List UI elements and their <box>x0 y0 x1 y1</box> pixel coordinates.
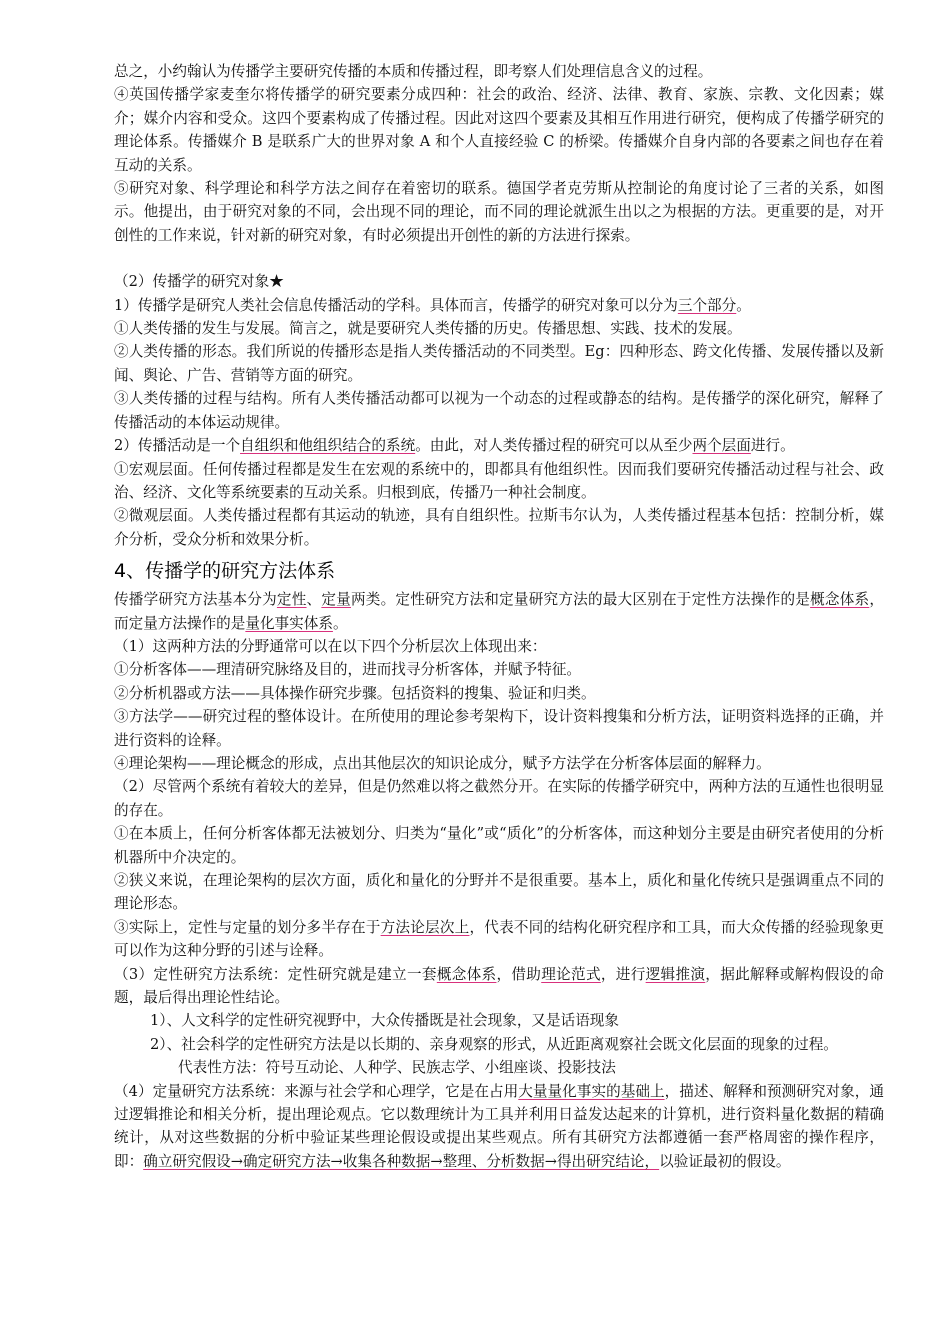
text: 。 <box>736 296 751 314</box>
methods-level-paragraph <box>114 916 884 963</box>
methods-paragraph: ③方法学——研究过程的整体设计。在所使用的理论参考架构下，设计资料搜集和分析方法，证明资料选择的正确，并进行资料的诠释。 <box>114 708 884 749</box>
sub-item: ①宏观层面。任何传播过程都是发生在宏观的系统中的，即都具有他组织性。因而我们要研究传播活动过程与社会、政治、经济、文化等系统要素的互动关系。归根到底，传播乃一种社会制度。 <box>114 460 884 501</box>
underlined-text: 大量量化事实的基础上 <box>518 1082 665 1100</box>
methods-paragraph: ①在本质上，任何分析客体都无法被划分、归类为“量化”或“质化”的分析客体，而这种划分主要是由研究者使用的分析机器所中介决定的。 <box>114 825 884 866</box>
text: ，借助 <box>496 965 542 983</box>
underlined-text: 确立研究假设→确定研究方法→收集各种数据→整理、分析数据→得出研究结论， <box>143 1152 660 1170</box>
qualitative-paragraph <box>114 963 884 1010</box>
methods-paragraph: ②分析机器或方法——具体操作研究步骤。包括资料的搜集、验证和归类。 <box>114 684 596 702</box>
sub-item: ①人类传播的发生与发展。简言之，就是要研究人类传播的历史。传播思想、实践、技术的发展。 <box>114 320 742 338</box>
item-1 <box>114 294 884 317</box>
paragraph-summary: 总之，小约翰认为传播学主要研究传播的本质和传播过程，即考察人们处理信息含义的过程。 <box>114 63 713 80</box>
text: 1）传播学是研究人类社会信息传播活动的学科。具体而言，传播学的研究对象可以分为 <box>114 296 678 314</box>
text: 、 <box>306 591 322 609</box>
text: 传播学研究方法基本分为 <box>114 591 277 609</box>
text: 进行。 <box>750 437 795 455</box>
quantitative-paragraph <box>114 1080 884 1174</box>
text: （3）定性研究方法系统：定性研究就是建立一套 <box>114 965 437 983</box>
text: ，代表不同的结构化研究程序和工具，而大众传播的经验现象更可以作为这种分野的引述与诠释。 <box>114 918 884 960</box>
document-page <box>114 60 884 1173</box>
qualitative-subpoint: 1）、人文科学的定性研究视野中，大众传播既是社会现象，又是话语现象 <box>150 1012 619 1030</box>
text: ③实际上，定性与定量的划分多半存在于 <box>114 918 381 936</box>
text: ，据此解释或解构假设的命题，最后得出理论性结论。 <box>114 965 884 1007</box>
paragraph-klaus: ⑤研究对象、科学理论和科学方法之间存在着密切的联系。德国学者克劳斯从控制论的角度讨论了三者的关系，如图示。他提出，由于研究对象的不同，会出现不同的理论，而不同的理论就派生出以之为根据的方法。更重要的是，对开创性的工作来说，针对新的研究对象，有时必须提出开创性的新的方法进行探索。 <box>114 180 884 244</box>
methods-paragraph: ②狭义来说，在理论架构的层次方面，质化和量化的分野并不是很重要。基本上，质化和量化传统只是强调重点不同的理论形态。 <box>114 872 884 913</box>
text: 。 <box>332 614 348 632</box>
text: 2）传播活动是一个 <box>114 437 241 455</box>
underlined-text: 概念体系 <box>810 591 870 609</box>
section-title-research-object: （2）传播学的研究对象★ <box>114 273 284 291</box>
methods-paragraph: （2）尽管两个系统有着较大的差异，但是仍然难以将之截然分开。在实际的传播学研究中，两种方法的互通性也很明显的存在。 <box>114 778 884 819</box>
sub-item: ②微观层面。人类传播过程都有其运动的轨迹，具有自组织性。拉斯韦尔认为，人类传播过程基本包括：控制分析，媒介分析，受众分析和效果分析。 <box>114 507 884 548</box>
underlined-text: 概念体系 <box>436 965 497 983</box>
methods-paragraph: ①分析客体——理清研究脉络及目的，进而找寻分析客体，并赋予特征。 <box>114 661 582 679</box>
underlined-text: 方法论层次上 <box>380 918 470 936</box>
spacer <box>114 247 884 270</box>
text: ，而定量方法操作的是 <box>114 591 884 632</box>
underlined-text: 定性 <box>276 591 307 609</box>
paragraph-mcquail: ④英国传播学家麦奎尔将传播学的研究要素分成四种：社会的政治、经济、法律、教育、家族、宗教、文化因素；媒介；媒介内容和受众。这四个要素构成了传播过程。因此对这四个要素及其相互作用进行研究，便构成了传播学研究的理论体系。传播媒介 B 是联系广大的世界对象 A 和个人直接经验 C 的桥梁。传播媒介自身内部的各要素之间也存在着互动的关系。 <box>114 86 884 174</box>
qualitative-subpoint <box>114 1033 884 1056</box>
text: ，进行 <box>600 965 646 983</box>
text: 2）、社会科学的定性研究方法是以长期的、亲身观察的形式，从近距离观察社会既文化层面的现象的过程。 <box>150 1035 838 1053</box>
text: ，描述、解释和预测研究对象，通过逻辑推论和相关分析，提出理论观点。它以数理统计为工具并利用日益发达起来的计算机，进行资料量化数据的精确统计，从对这些数据的分析中验证某些理论假设或提出某些观点。所有其研究方法都遵循一套严格周密的操作程序，即： <box>114 1082 884 1170</box>
underlined-text: 理论范式 <box>541 965 601 983</box>
sub-item: ③人类传播的过程与结构。所有人类传播活动都可以视为一个动态的过程或静态的结构。是传播学的深化研究，解释了传播活动的本体运动规律。 <box>114 390 884 431</box>
sub-item: ②人类传播的形态。我们所说的传播形态是指人类传播活动的不同类型。Eg：四种形态、跨文化传播、发展传播以及新闻、舆论、广告、营销等方面的研究。 <box>114 343 884 384</box>
methods-paragraph: （1）这两种方法的分野通常可以在以下四个分析层次上体现出来： <box>114 637 547 655</box>
methods-intro <box>114 588 884 635</box>
underlined-text: 量化事实体系 <box>245 614 333 632</box>
underlined-text: 定量 <box>321 591 351 609</box>
text: 两类。定性研究方法和定量研究方法的最大区别在于定性方法操作的是 <box>350 591 811 609</box>
text: 以验证最初的假设。 <box>659 1152 791 1170</box>
representative-methods: 代表性方法：符号互动论、人种学、民族志学、小组座谈、投影技法 <box>178 1059 616 1077</box>
underlined-text: 两个层面 <box>692 437 751 455</box>
underlined-text: 逻辑推演 <box>645 965 706 983</box>
underlined-text: 三个部分 <box>677 296 737 314</box>
methods-paragraph: ④理论架构——理论概念的形成，点出其他层次的知识论成分，赋予方法学在分析客体层面的解释力。 <box>114 754 771 772</box>
item-2 <box>114 434 884 457</box>
section-heading-methods: 4、传播学的研究方法体系 <box>114 560 336 583</box>
underlined-text: 自组织和他组织结合的系统 <box>240 437 416 455</box>
text: 。由此，对人类传播过程的研究可以从至少 <box>415 437 693 455</box>
text: （4）定量研究方法系统：来源与社会学和心理学，它是在占用 <box>114 1082 519 1100</box>
